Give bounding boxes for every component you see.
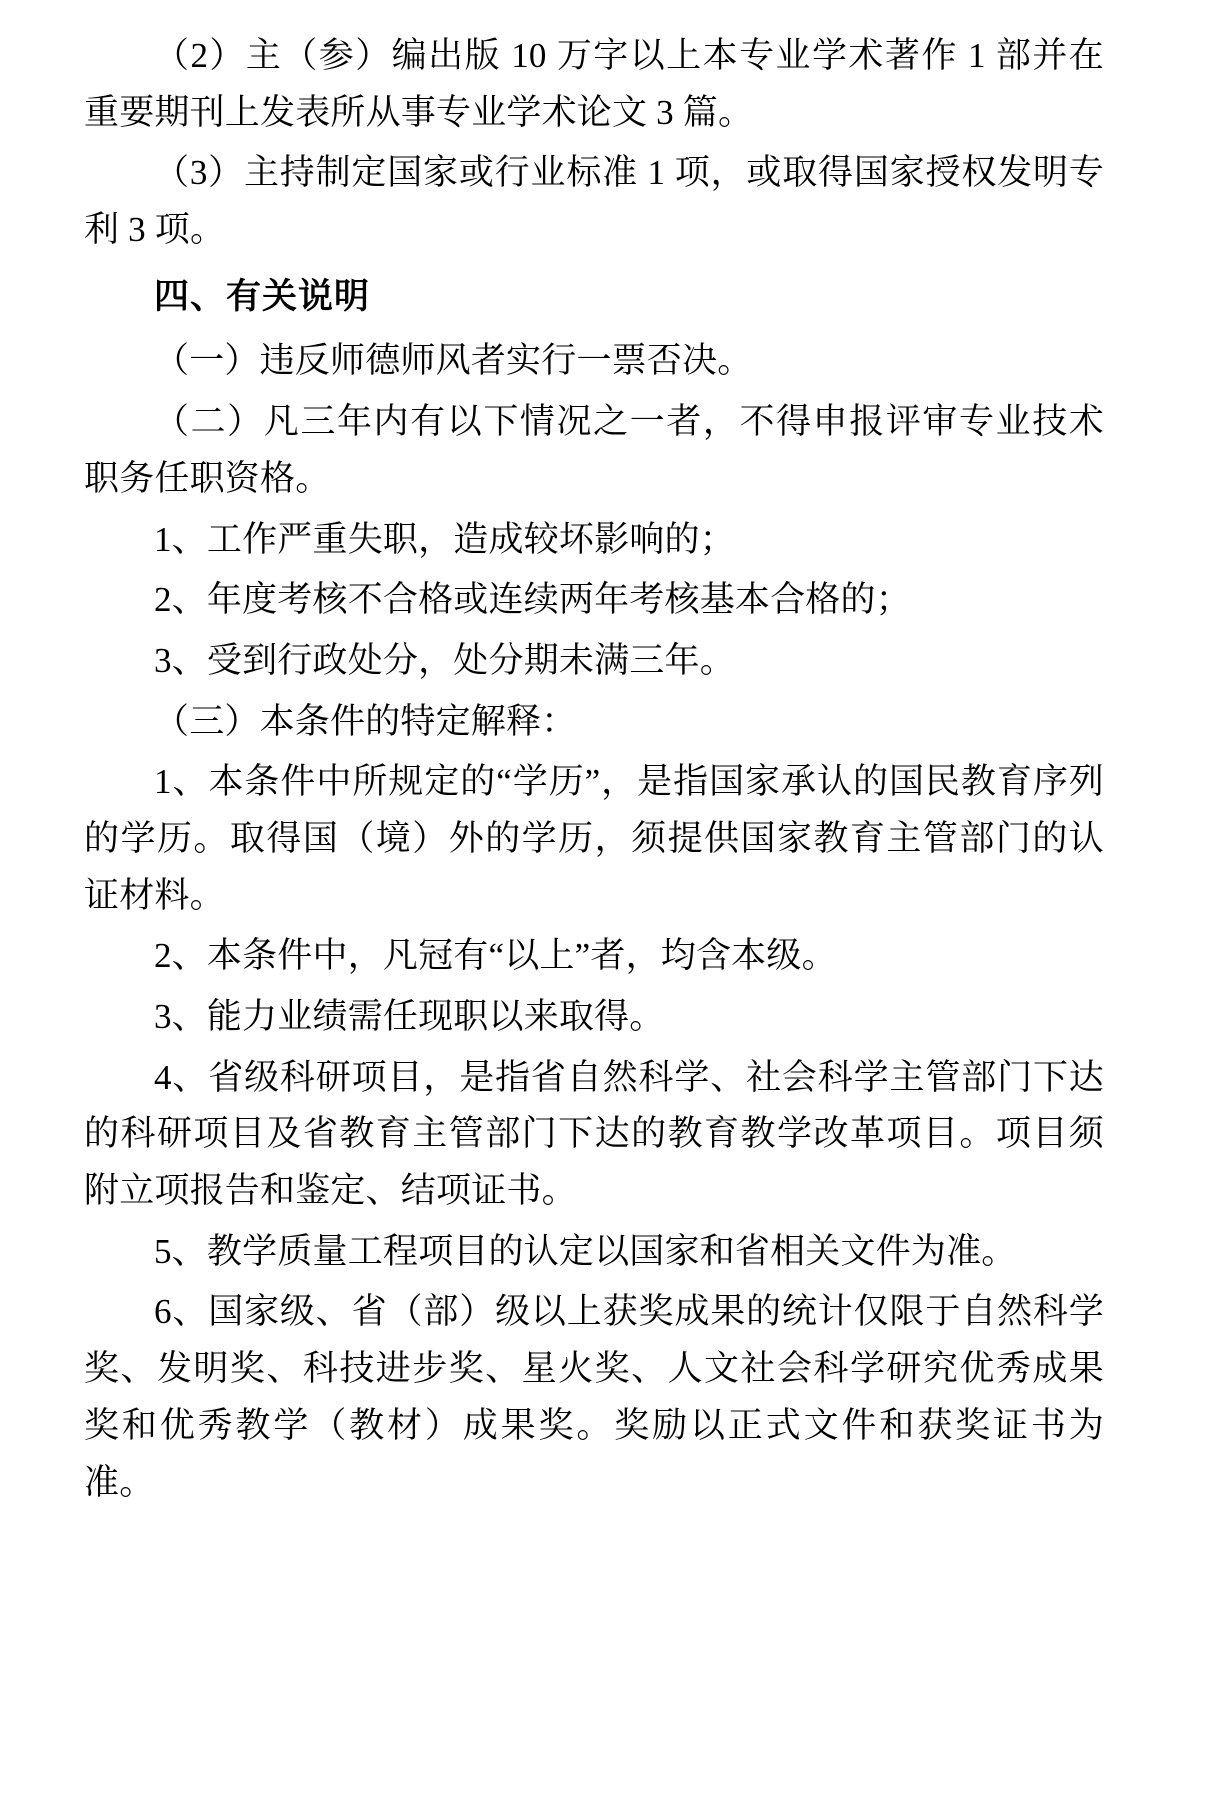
section-heading-notes: 四、有关说明 [154,276,371,316]
document-body [84,28,1104,1511]
note-3-item-2: 2、本条件中，凡冠有“以上”者，均含本级。 [154,936,837,976]
note-3-item-4: 4、省级科研项目，是指省自然科学、社会科学主管部门下达的科研项目及省教育主管部门下达的教育教学改革项目。项目须附立项报告和鉴定、结项证书。 [84,1057,1104,1211]
clause-3-standard-patent: （3）主持制定国家或行业标准 1 项，或取得国家授权发明专利 3 项。 [84,153,1104,250]
note-1-ethics: （一）违反师德师风者实行一票否决。 [154,341,753,381]
clause-2-publication: （2）主（参）编出版 10 万字以上本专业学术著作 1 部并在重要期刊上发表所从事专业学术论文 3 篇。 [84,36,1104,132]
note-3-item-1: 1、本条件中所规定的“学历”，是指国家承认的国民教育序列的学历。取得国（境）外的学历，须提供国家教育主管部门的认证材料。 [84,762,1104,915]
note-2-disqualification: （二）凡三年内有以下情况之一者，不得申报评审专业技术职务任职资格。 [84,402,1104,498]
note-2-item-3: 3、受到行政处分，处分期未满三年。 [154,640,735,680]
note-3-item-6: 6、国家级、省（部）级以上获奖成果的统计仅限于自然科学奖、发明奖、科技进步奖、星火奖、人文社会科学研究优秀成果奖和优秀教学（教材）成果奖。奖励以正式文件和获奖证书为准。 [84,1292,1104,1502]
note-3-item-5: 5、教学质量工程项目的认定以国家和省相关文件为准。 [154,1231,1017,1271]
note-2-item-1: 1、工作严重失职，造成较坏影响的； [154,519,735,559]
note-3-interpretation: （三）本条件的特定解释： [154,701,577,741]
note-2-item-2: 2、年度考核不合格或连续两年考核基本合格的； [154,580,911,620]
note-3-item-3: 3、能力业绩需任现职以来取得。 [154,997,665,1036]
